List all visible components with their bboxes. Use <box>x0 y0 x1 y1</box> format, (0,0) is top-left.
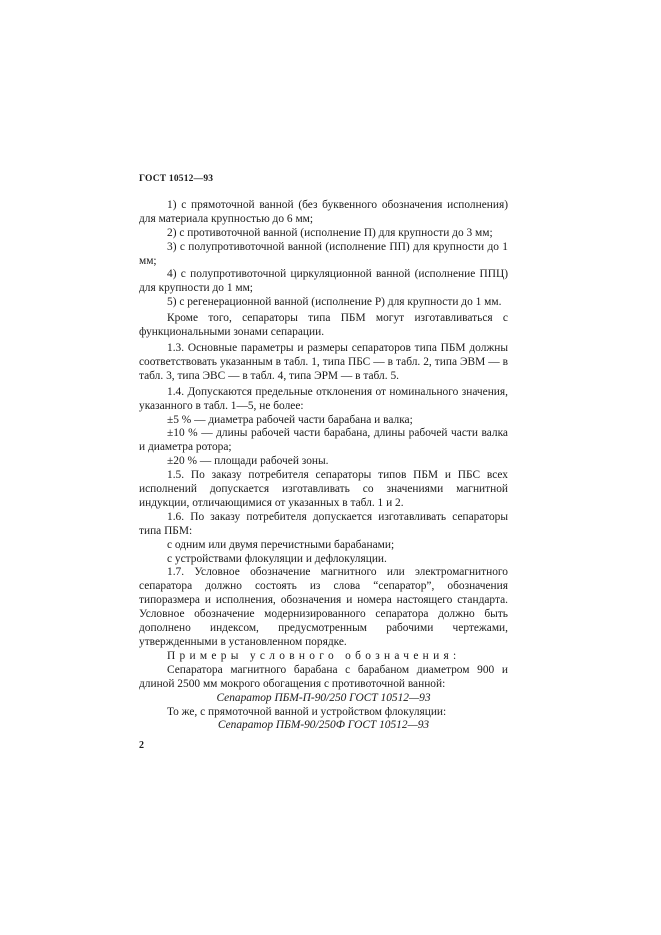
option-flocculation: с устройствами флокуляции и дефлокуляции. <box>167 552 387 565</box>
option-drums: с одним или двумя перечистными барабанами; <box>167 538 395 551</box>
document-page <box>139 173 508 753</box>
list-item-4: 4) с полупротивоточной циркуляционной ванной (исполнение ППЦ) для крупности до 1 мм; <box>139 268 508 295</box>
list-item-5: 5) с регенерационной ванной (исполнение Р) для крупности до 1 мм. <box>167 296 502 309</box>
page-number: 2 <box>139 740 144 752</box>
tolerance-10: ±10 % — длины рабочей части барабана, длины рабочей части валка и диаметра ротора; <box>139 427 508 454</box>
example-2-code: Сепаратор ПБМ-90/250Ф ГОСТ 10512—93 <box>217 719 430 732</box>
tolerance-20: ±20 % — площади рабочей зоны. <box>167 455 329 468</box>
document-header: ГОСТ 10512—93 <box>139 174 214 184</box>
example-2-text: То же, с прямоточной ванной и устройством флокуляции: <box>167 705 447 718</box>
clause-1-6: 1.6. По заказу потребителя допускается изготавливать сепараторы типа ПБМ: <box>139 510 508 537</box>
tolerance-5: ±5 % — диаметра рабочей части барабана и валка; <box>167 413 413 426</box>
paragraph-functional-zones: Кроме того, сепараторы типа ПБМ могут изготавливаться с функциональными зонами сепарации. <box>139 312 508 339</box>
example-1-code: Сепаратор ПБМ-П-90/250 ГОСТ 10512—93 <box>216 691 431 704</box>
example-1-text: Сепаратора магнитного барабана с барабаном диаметром 900 и длиной 2500 мм мокрого обогащения с противоточной ванной: <box>139 663 508 690</box>
clause-1-3: 1.3. Основные параметры и размеры сепараторов типа ПБМ должны соответствовать указанным в табл. 1, типа ПБС — в табл. 2, типа ЭВМ — в табл. 3, типа ЭВС — в табл. 4, типа ЭРМ — в табл. 5. <box>139 341 508 382</box>
clause-1-4: 1.4. Допускаются предельные отклонения от номинального значения, указанного в табл. 1—5, не более: <box>139 385 508 412</box>
list-item-2: 2) с противоточной ванной (исполнение П) для крупности до 3 мм; <box>167 226 493 239</box>
list-item-1: 1) с прямоточной ванной (без буквенного обозначения исполнения) для материала крупностью до 6 мм; <box>139 198 508 225</box>
examples-heading: Примеры условного обозначения: <box>167 649 461 662</box>
clause-1-7: 1.7. Условное обозначение магнитного или электромагнитного сепаратора должно состоять из слова “сепаратор”, обозначения типоразмера и исполнения, обозначения и номера настоящего стандарта. Условное обозначение модернизированного сепаратора должно быть дополнено индексом, предусмотренным рабочими чертежами, утвержденными в установленном порядке. <box>139 566 508 648</box>
clause-1-5: 1.5. По заказу потребителя сепараторы типов ПБМ и ПБС всех исполнений допускается изготавливать со значениями магнитной индукции, отличающимися от указанных в табл. 1 и 2. <box>139 469 508 509</box>
list-item-3: 3) с полупротивоточной ванной (исполнение ПП) для крупности до 1 мм; <box>139 240 508 267</box>
